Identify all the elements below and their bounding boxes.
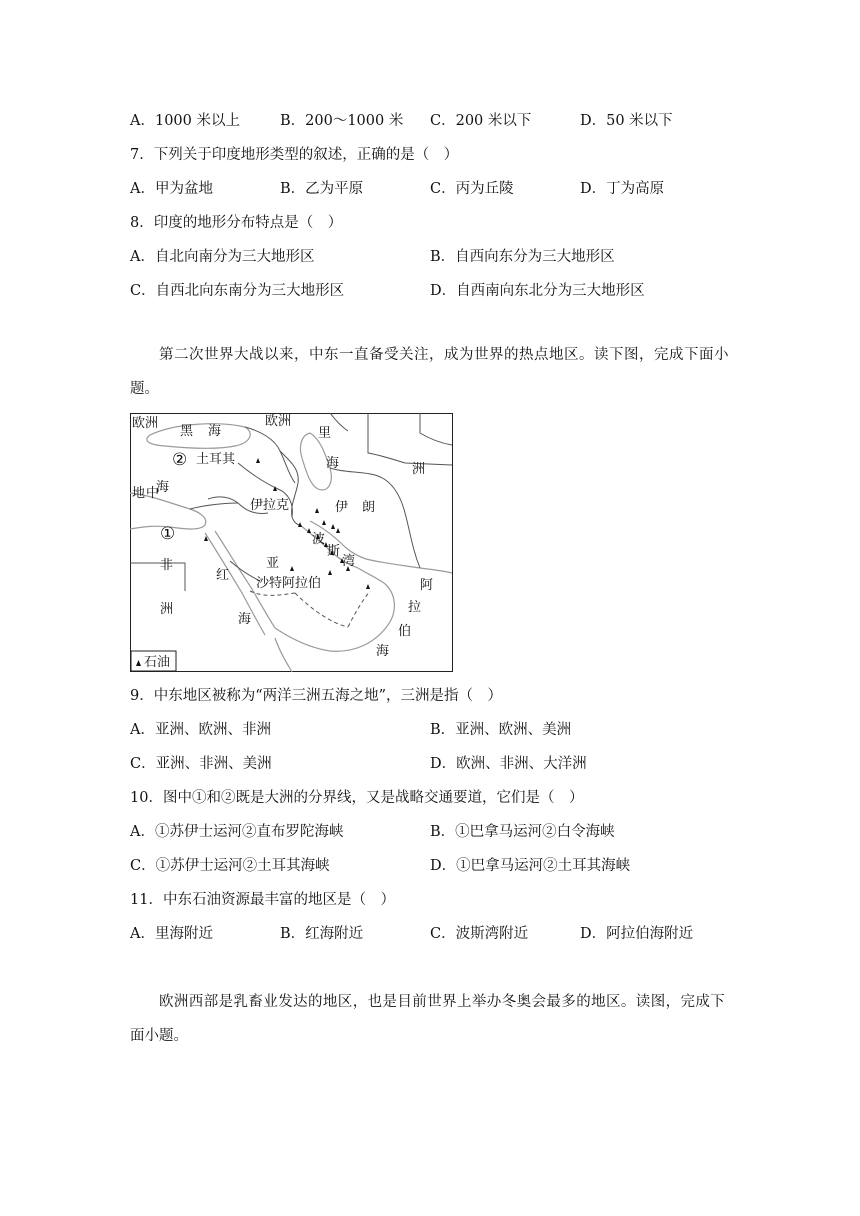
label-caspian-2: 海	[326, 456, 340, 471]
q6-option-a[interactable]: A．1000 米以上	[130, 113, 240, 129]
label-europe-right: 欧洲	[265, 414, 292, 429]
label-red-2: 海	[238, 612, 252, 627]
label-black-sea-1: 黑	[180, 424, 194, 439]
q7-options	[130, 179, 730, 199]
intro-middle-east-line1: 第二次世界大战以来，中东一直备受关注，成为世界的热点地区。读下图，完成下面小	[159, 347, 729, 363]
label-iraq: 伊拉克	[250, 498, 290, 513]
q10-option-c[interactable]: C．①苏伊士运河②土耳其海峡	[130, 858, 330, 874]
intro-europe-line1: 欧洲西部是乳畜业发达的地区，也是目前世界上举办冬奥会最多的地区。读图，完成下	[159, 994, 726, 1010]
q7-option-d[interactable]: D．丁为高原	[580, 181, 665, 197]
q10-stem: 10．图中①和②既是大洲的分界线，又是战略交通要道，它们是（ ）	[130, 790, 584, 806]
label-med-3: 海	[156, 480, 170, 495]
q9-option-a[interactable]: A．亚洲、欧洲、非洲	[130, 722, 271, 738]
q11-option-b[interactable]: B．红海附近	[280, 926, 364, 942]
q10-options-row1	[130, 822, 730, 842]
label-turkey: 土耳其	[196, 452, 236, 467]
q6-option-b[interactable]: B．200～1000 米	[280, 113, 404, 129]
label-asia: 亚	[266, 556, 280, 571]
q10-option-b[interactable]: B．①巴拿马运河②白令海峡	[430, 824, 615, 840]
label-europe-left: 欧洲	[132, 416, 159, 431]
q7-stem: 7．下列关于印度地形类型的叙述，正确的是（ ）	[130, 147, 459, 163]
label-africa-2: 洲	[160, 602, 174, 617]
q10-option-a[interactable]: A．①苏伊士运河②直布罗陀海峡	[130, 824, 344, 840]
q11-option-d[interactable]: D．阿拉伯海附近	[580, 926, 694, 942]
label-red-1: 红	[216, 568, 230, 583]
q9-stem: 9．中东地区被称为“两洋三洲五海之地”，三洲是指（ ）	[130, 688, 503, 704]
q8-stem: 8．印度的地形分布特点是（ ）	[130, 215, 343, 231]
label-arabian-4: 海	[376, 644, 390, 659]
q8-option-a[interactable]: A．自北向南分为三大地形区	[130, 249, 315, 265]
legend-label: 石油	[144, 655, 171, 670]
q8-options-row1	[130, 247, 730, 267]
label-arabian-2: 拉	[408, 600, 422, 615]
q9-options-row1	[130, 720, 730, 740]
q11-option-a[interactable]: A．里海附近	[130, 926, 213, 942]
q8-options-row2	[130, 281, 730, 301]
label-med-2: 中	[146, 486, 160, 501]
label-persian-2: 斯	[327, 544, 341, 559]
q8-option-d[interactable]: D．自西南向东北分为三大地形区	[430, 283, 645, 299]
q8-option-c[interactable]: C．自西北向东南分为三大地形区	[130, 283, 345, 299]
q9-option-d[interactable]: D．欧洲、非洲、大洋洲	[430, 756, 587, 772]
label-arabian-1: 阿	[420, 578, 434, 593]
label-arabian-3: 伯	[398, 624, 412, 639]
marker-2: ②	[172, 450, 188, 470]
q6-option-d[interactable]: D．50 米以下	[580, 113, 673, 129]
q11-options	[130, 924, 730, 944]
middle-east-map	[130, 413, 453, 672]
marker-1: ①	[160, 524, 176, 544]
label-africa-1: 非	[160, 558, 174, 573]
q7-option-a[interactable]: A．甲为盆地	[130, 181, 213, 197]
label-black-sea-2: 海	[208, 424, 222, 439]
label-iran-2: 朗	[362, 500, 376, 515]
q9-options-row2	[130, 754, 730, 774]
label-asia-right: 洲	[412, 462, 426, 477]
label-persian-1: 波	[312, 532, 326, 547]
q10-option-d[interactable]: D．①巴拿马运河②土耳其海峡	[430, 858, 631, 874]
label-iran-1: 伊	[335, 500, 349, 515]
q11-option-c[interactable]: C．波斯湾附近	[430, 926, 529, 942]
intro-europe-line2: 面小题。	[130, 1028, 188, 1044]
intro-middle-east-line2: 题。	[130, 381, 159, 397]
label-caspian-1: 里	[318, 426, 332, 441]
q6-options	[130, 111, 730, 131]
label-saudi: 沙特阿拉伯	[256, 576, 322, 591]
q9-option-c[interactable]: C．亚洲、非洲、美洲	[130, 756, 272, 772]
q6-option-c[interactable]: C．200 米以下	[430, 113, 532, 129]
q7-option-b[interactable]: B．乙为平原	[280, 181, 364, 197]
q7-option-c[interactable]: C．丙为丘陵	[430, 181, 514, 197]
label-persian-3: 湾	[342, 554, 356, 569]
label-med-1: 地	[132, 486, 146, 501]
q10-options-row2	[130, 856, 730, 876]
q9-option-b[interactable]: B．亚洲、欧洲、美洲	[430, 722, 572, 738]
q11-stem: 11．中东石油资源最丰富的地区是（ ）	[130, 892, 395, 908]
q8-option-b[interactable]: B．自西向东分为三大地形区	[430, 249, 615, 265]
